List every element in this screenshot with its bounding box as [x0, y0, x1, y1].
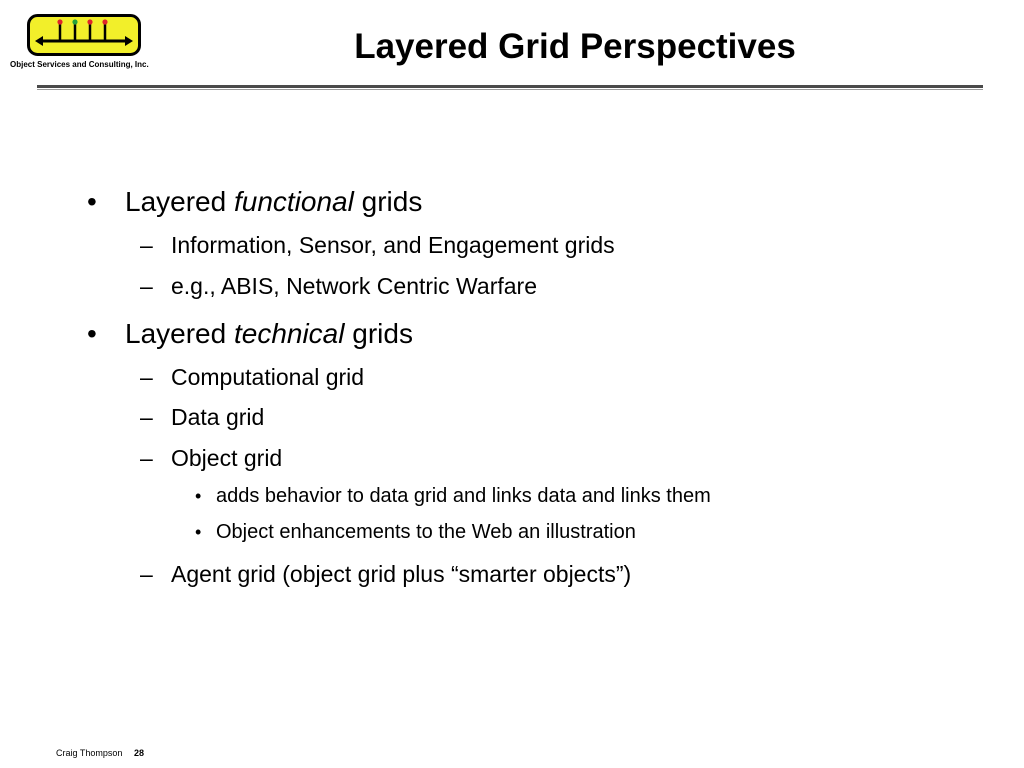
bullet-item — [87, 317, 413, 351]
sub-bullet-item — [140, 231, 615, 259]
dash-mark: – — [140, 273, 153, 299]
sub-bullet-text: Computational grid — [171, 364, 365, 390]
sub-sub-bullet-text: adds behavior to data grid and links data and links them — [216, 485, 711, 507]
dash-mark: – — [140, 364, 153, 390]
dash-mark: – — [140, 404, 153, 430]
sub-sub-bullet-item — [195, 520, 636, 544]
sub-bullet-item — [140, 560, 632, 588]
page-number: 28 — [134, 748, 145, 758]
bullet-mark: • — [87, 186, 97, 217]
sub-sub-bullet-item — [195, 484, 711, 508]
dash-mark: – — [140, 445, 153, 471]
bullet-text: Layered — [125, 318, 234, 349]
bullet-emphasis: functional — [233, 186, 354, 217]
sub-bullet-text: Object grid — [171, 445, 283, 471]
dash-mark: – — [140, 561, 153, 587]
sub-bullet-item — [140, 363, 365, 391]
bullet-mark: • — [87, 318, 97, 349]
bullet-emphasis: technical — [233, 318, 345, 349]
company-name: Object Services and Consulting, Inc. — [10, 60, 149, 69]
bullet-text-end: grids — [344, 318, 413, 349]
bullet-text: Layered — [125, 186, 234, 217]
sub-bullet-text: e.g., ABIS, Network Centric Warfare — [171, 273, 537, 299]
sub-bullet-item — [140, 403, 265, 431]
slide-title: Layered Grid Perspectives — [354, 27, 796, 66]
bullet-text-end: grids — [353, 186, 423, 217]
footer-author: Craig Thompson — [56, 748, 123, 758]
dash-mark: – — [140, 232, 153, 258]
sub-bullet-text: Agent grid (object grid plus “smarter objects”) — [171, 561, 632, 587]
sub-sub-bullet-text: Object enhancements to the Web an illustration — [216, 521, 636, 543]
bullet-mark: • — [195, 522, 202, 542]
bullet-mark: • — [195, 486, 202, 506]
sub-bullet-item — [140, 444, 283, 472]
sub-bullet-item — [140, 272, 537, 300]
sub-bullet-text: Information, Sensor, and Engagement grids — [171, 232, 615, 258]
sub-bullet-text: Data grid — [171, 404, 265, 430]
bullet-item — [87, 185, 423, 219]
